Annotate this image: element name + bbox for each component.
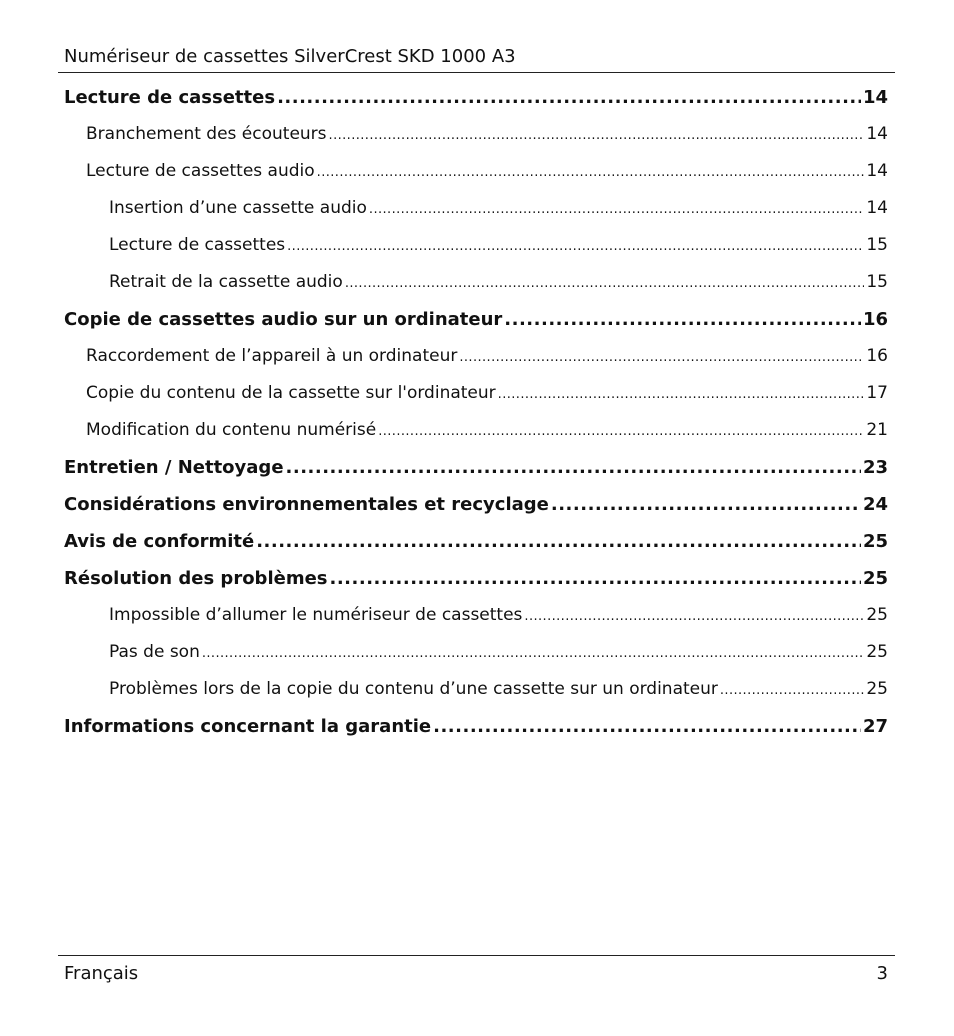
toc-entry-title: Considérations environnementales et recyclage xyxy=(64,494,549,515)
footer-rule xyxy=(58,955,895,956)
toc-entry[interactable] xyxy=(64,486,888,523)
toc-entry-title: Copie de cassettes audio sur un ordinateur xyxy=(64,309,503,330)
toc-entry-title: Copie du contenu de la cassette sur l'ordinateur xyxy=(86,383,496,403)
running-header: Numériseur de cassettes SilverCrest SKD 1000 A3 xyxy=(64,46,516,67)
dot-leader xyxy=(345,265,865,302)
toc-entry-page: 14 xyxy=(866,124,888,144)
dot-leader xyxy=(287,228,864,265)
dot-leader xyxy=(277,79,861,116)
toc-entry-page: 21 xyxy=(866,420,888,440)
dot-leader xyxy=(551,486,861,523)
toc-entry[interactable] xyxy=(86,375,888,412)
toc-entry[interactable] xyxy=(109,190,888,227)
toc-entry-title: Impossible d’allumer le numériseur de cassettes xyxy=(109,605,523,625)
toc-entry[interactable] xyxy=(64,301,888,338)
toc-entry[interactable] xyxy=(64,523,888,560)
toc-entry[interactable] xyxy=(64,449,888,486)
dot-leader xyxy=(286,449,861,486)
dot-leader xyxy=(378,413,864,450)
toc-entry[interactable] xyxy=(64,708,888,745)
toc-entry-title: Pas de son xyxy=(109,642,200,662)
toc-entry-title: Avis de conformité xyxy=(64,531,255,552)
dot-leader xyxy=(720,672,864,709)
toc-entry-page: 15 xyxy=(866,235,888,255)
dot-leader xyxy=(524,598,864,635)
dot-leader xyxy=(202,635,865,672)
toc-entry-title: Lecture de cassettes xyxy=(64,87,276,108)
dot-leader xyxy=(369,191,864,228)
toc-entry-page: 23 xyxy=(862,457,888,478)
toc-entry-page: 14 xyxy=(862,87,888,108)
toc-entry-page: 24 xyxy=(862,494,888,515)
toc-entry[interactable] xyxy=(64,79,888,116)
toc-entry-title: Problèmes lors de la copie du contenu d’une cassette sur un ordinateur xyxy=(109,679,718,699)
toc-entry-page: 17 xyxy=(866,383,888,403)
footer-page-number: 3 xyxy=(876,963,888,984)
dot-leader xyxy=(459,339,864,376)
toc-entry[interactable] xyxy=(109,264,888,301)
dot-leader xyxy=(504,301,861,338)
toc-entry-page: 25 xyxy=(862,568,888,589)
toc-entry-page: 27 xyxy=(862,716,888,737)
toc-entry-title: Résolution des problèmes xyxy=(64,568,328,589)
toc-entry[interactable] xyxy=(109,634,888,671)
toc-entry[interactable] xyxy=(86,153,888,190)
header-rule xyxy=(58,72,895,73)
toc-entry-title: Insertion d’une cassette audio xyxy=(109,198,367,218)
toc-entry-title: Entretien / Nettoyage xyxy=(64,457,284,478)
dot-leader xyxy=(256,523,861,560)
toc-entry[interactable] xyxy=(64,560,888,597)
toc-entry-page: 15 xyxy=(866,272,888,292)
toc-entry-title: Raccordement de l’appareil à un ordinateur xyxy=(86,346,458,366)
toc-entry-page: 14 xyxy=(866,161,888,181)
toc-entry[interactable] xyxy=(86,116,888,153)
toc-entry-page: 16 xyxy=(862,309,888,330)
dot-leader xyxy=(329,117,865,154)
toc-entry-title: Lecture de cassettes xyxy=(109,235,286,255)
toc-entry-title: Retrait de la cassette audio xyxy=(109,272,343,292)
toc-entry-title: Branchement des écouteurs xyxy=(86,124,327,144)
toc-entry-page: 14 xyxy=(866,198,888,218)
toc-entry[interactable] xyxy=(109,671,888,708)
toc-entry-page: 25 xyxy=(866,679,888,699)
toc-entry[interactable] xyxy=(109,227,888,264)
toc-entry[interactable] xyxy=(86,412,888,449)
footer-language: Français xyxy=(64,963,139,984)
dot-leader xyxy=(433,708,861,745)
toc-entry-page: 25 xyxy=(862,531,888,552)
toc-entry-page: 25 xyxy=(866,642,888,662)
dot-leader xyxy=(317,154,865,191)
toc-entry[interactable] xyxy=(109,597,888,634)
dot-leader xyxy=(330,560,861,597)
toc-entry-page: 16 xyxy=(866,346,888,366)
toc-entry[interactable] xyxy=(86,338,888,375)
toc-entry-title: Informations concernant la garantie xyxy=(64,716,432,737)
toc-entry-page: 25 xyxy=(866,605,888,625)
dot-leader xyxy=(498,376,865,413)
toc-entry-title: Modification du contenu numérisé xyxy=(86,420,377,440)
toc-entry-title: Lecture de cassettes audio xyxy=(86,161,315,181)
